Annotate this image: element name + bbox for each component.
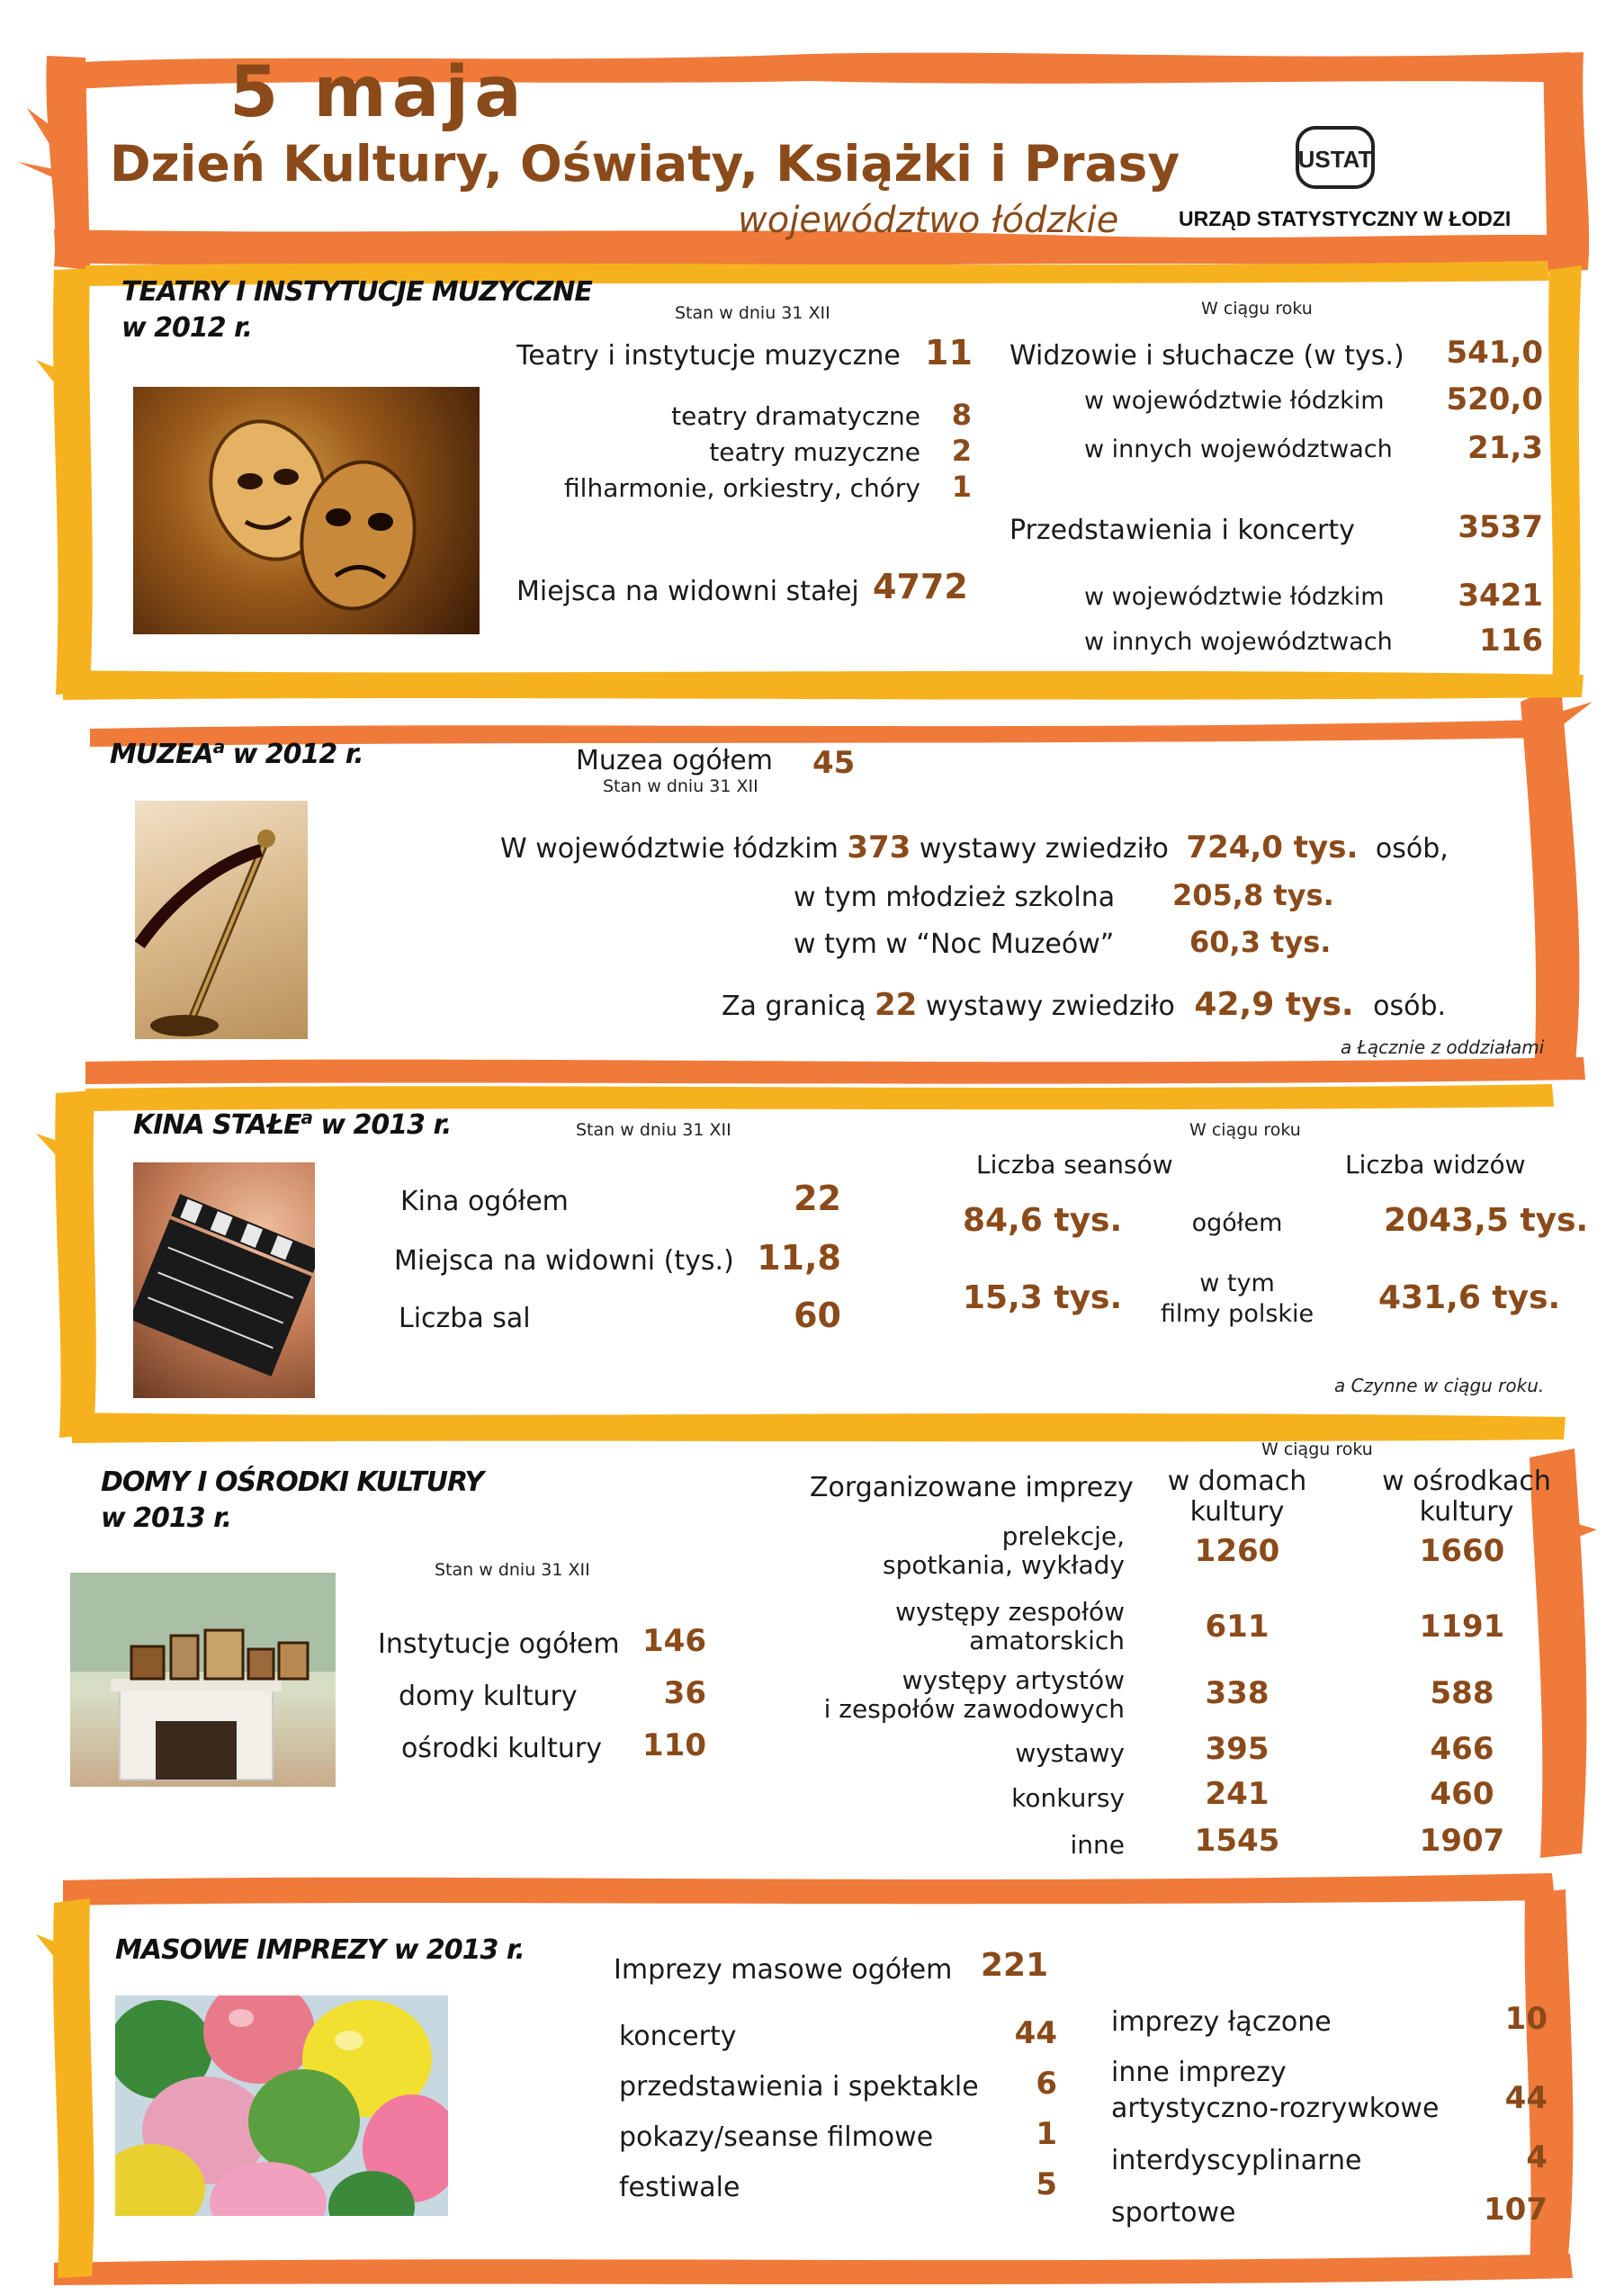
- cinemas-col-sessions: Liczba seansów: [976, 1150, 1173, 1179]
- col-osrodki-header: [1359, 1466, 1575, 1528]
- mass-left-value: 1: [1036, 2116, 1057, 2152]
- shows-in-value: 3421: [1458, 578, 1543, 614]
- mass-events-total-value: 221: [981, 1947, 1049, 1984]
- event-domy-value: 611: [1205, 1609, 1270, 1645]
- audience-out-label: w innych województwach: [1084, 435, 1393, 463]
- museums-title: [110, 729, 363, 773]
- theatres-stan-note: Stan w dniu 31 XII: [675, 303, 830, 323]
- col-osrodki-line2: kultury: [1419, 1496, 1514, 1528]
- event-label-line1: występy artystów: [902, 1665, 1125, 1695]
- event-osrodki-value: 460: [1430, 1776, 1494, 1812]
- cinemas-row-label: Liczba sal: [399, 1303, 531, 1334]
- cinemas-stan-note: Stan w dniu 31 XII: [576, 1120, 731, 1140]
- event-label-line2: spotkania, wykłady: [883, 1550, 1125, 1580]
- museums-line1-a: W województwie łódzkim: [500, 833, 839, 865]
- institutions-label: ośrodki kultury: [401, 1733, 602, 1764]
- cinemas-total-sessions: 84,6 tys.: [963, 1202, 1123, 1239]
- header-region: województwo łódzkie: [738, 200, 1119, 241]
- cinemas-total-viewers: 2043,5 tys.: [1384, 1202, 1589, 1239]
- culture-houses-wciagu-note: W ciągu roku: [1261, 1439, 1373, 1459]
- theatres-item-value: 8: [951, 398, 972, 432]
- cinemas-row-value: 11,8: [757, 1238, 841, 1278]
- museums-line1-c: osób,: [1375, 833, 1449, 865]
- theatres-title: [121, 274, 592, 346]
- office-name: URZĄD STATYSTYCZNY W ŁODZI: [1179, 207, 1512, 230]
- institutions-value: 110: [642, 1727, 706, 1763]
- mass-right-label-2-line1: inne imprezy: [1111, 2057, 1287, 2088]
- ustat-logo: [1296, 126, 1375, 189]
- mass-left-value: 44: [1014, 2015, 1057, 2051]
- audience-in-label: w województwie łódzkim: [1084, 387, 1385, 415]
- shows-label: Przedstawienia i koncerty: [1009, 515, 1355, 546]
- museums-title-year: w 2012 r.: [224, 739, 363, 770]
- theatre-masks-image: [133, 387, 480, 634]
- cinemas-row-label: Miejsca na widowni (tys.): [394, 1245, 734, 1277]
- event-label: [738, 1522, 1125, 1580]
- cinemas-polish-viewers: 431,6 tys.: [1378, 1279, 1561, 1316]
- audience-value: 541,0: [1446, 335, 1543, 371]
- museums-line3-value: 60,3 tys.: [1189, 925, 1332, 959]
- cinemas-footnote: a Czynne w ciągu roku.: [1334, 1375, 1545, 1396]
- mass-right-label-2: [1111, 2055, 1439, 2127]
- col-osrodki-line1: w ośrodkach: [1382, 1466, 1551, 1497]
- theatres-item-label: teatry muzyczne: [709, 437, 920, 467]
- event-domy-value: 338: [1205, 1675, 1270, 1711]
- mass-left-label: koncerty: [619, 2021, 737, 2052]
- museum-rope-image: [135, 801, 308, 1039]
- culture-houses-title-line1: DOMY I OŚRODKI KULTURY: [101, 1466, 484, 1498]
- mass-right-label-2-line2: artystyczno-rozrywkowe: [1111, 2093, 1440, 2124]
- cinemas-polish-sessions: 15,3 tys.: [963, 1279, 1123, 1316]
- event-osrodki-value: 588: [1430, 1675, 1494, 1711]
- theatres-item-label: filharmonie, orkiestry, chóry: [564, 473, 920, 503]
- shows-out-label: w innych województwach: [1084, 628, 1393, 656]
- culture-houses-title-line2: w 2013 r.: [101, 1502, 232, 1534]
- mass-events-total-label: Imprezy masowe ogółem: [614, 1954, 953, 1986]
- mass-left-value: 5: [1036, 2166, 1057, 2202]
- header-date: 5 maja: [229, 52, 527, 133]
- institutions-label: domy kultury: [399, 1681, 578, 1712]
- culture-room-image: [70, 1573, 336, 1787]
- mass-right-value-4: 107: [1484, 2192, 1548, 2228]
- theatres-wciagu-note: W ciągu roku: [1201, 299, 1313, 318]
- institutions-value: 36: [663, 1675, 706, 1711]
- masks-icon: [133, 387, 480, 634]
- theatres-seats-label: Miejsca na widowni stałej: [516, 576, 859, 607]
- cinemas-polish-label-1: w tym: [1199, 1269, 1275, 1297]
- cinemas-title: [133, 1099, 451, 1144]
- museums-line1: [500, 830, 1449, 865]
- ustat-logo-icon: [1296, 126, 1375, 189]
- cinemas-title-text: KINA STAŁE: [133, 1109, 301, 1141]
- mass-left-label: festiwale: [619, 2172, 740, 2203]
- balloons-icon: [115, 1996, 448, 2216]
- museums-line4-b: wystawy zwiedziło: [925, 991, 1175, 1022]
- mass-right-value-2: 44: [1504, 2080, 1548, 2116]
- event-label-line1: występy zespołów: [895, 1597, 1125, 1627]
- museums-line4-num: 22: [875, 987, 918, 1023]
- mass-left-label: przedstawienia i spektakle: [619, 2071, 979, 2103]
- col-domy-header: [1134, 1466, 1341, 1528]
- cinemas-col-viewers: Liczba widzów: [1345, 1150, 1526, 1179]
- event-domy-value: 1260: [1194, 1533, 1280, 1569]
- museums-title-text: MUZEA: [110, 739, 213, 770]
- film-clapper-image: [133, 1162, 315, 1398]
- shows-value: 3537: [1458, 509, 1543, 545]
- fireplace-frames-icon: [70, 1573, 336, 1787]
- museums-total-value: 45: [812, 745, 856, 781]
- ustat-logo-text: USTAT: [1297, 146, 1373, 173]
- audience-out-value: 21,3: [1467, 430, 1543, 466]
- shows-out-value: 116: [1479, 623, 1543, 659]
- balloons-image: [115, 1996, 448, 2216]
- cinemas-row-label: Kina ogółem: [400, 1186, 569, 1217]
- audience-in-value: 520,0: [1446, 381, 1543, 417]
- theatres-total-value: 11: [925, 333, 973, 372]
- mass-right-label-3: interdyscyplinarne: [1111, 2145, 1362, 2176]
- culture-houses-title: [101, 1465, 483, 1537]
- museums-line3-label: w tym w “Noc Muzeów”: [794, 928, 1115, 960]
- col-domy-line2: kultury: [1189, 1496, 1285, 1528]
- event-label: [738, 1598, 1125, 1655]
- theatres-title-line2: w 2012 r.: [121, 312, 253, 344]
- cinemas-polish-label-2: filmy polskie: [1160, 1300, 1314, 1328]
- cinemas-title-sup: a: [301, 1107, 312, 1128]
- event-domy-value: 241: [1205, 1776, 1270, 1812]
- theatres-item-value: 2: [951, 434, 972, 468]
- event-osrodki-value: 1191: [1419, 1609, 1505, 1645]
- museums-title-sup: a: [212, 736, 225, 758]
- clapperboard-icon: [133, 1162, 315, 1398]
- cinemas-total-label: ogółem: [1191, 1209, 1283, 1237]
- culture-houses-stan-note: Stan w dniu 31 XII: [435, 1560, 590, 1580]
- event-label-line1: prelekcje,: [1001, 1521, 1125, 1551]
- theatres-item-value: 1: [951, 470, 972, 504]
- museums-line1-b: wystawy zwiedziło: [919, 833, 1169, 865]
- shows-in-label: w województwie łódzkim: [1084, 583, 1385, 611]
- museums-line4-a: Za granicą: [722, 991, 866, 1022]
- event-domy-value: 395: [1205, 1731, 1270, 1767]
- theatres-title-line1: TEATRY I INSTYTUCJE MUZYCZNE: [121, 276, 592, 308]
- institutions-value: 146: [642, 1623, 706, 1659]
- event-domy-value: 1545: [1194, 1823, 1280, 1859]
- audience-label: Widzowie i słuchacze (w tys.): [1009, 340, 1404, 372]
- mass-left-label: pokazy/seanse filmowe: [619, 2121, 934, 2153]
- mass-left-value: 6: [1036, 2066, 1057, 2102]
- mass-right-label-1: imprezy łączone: [1111, 2006, 1332, 2038]
- event-label: wystawy: [1015, 1738, 1125, 1768]
- mass-right-value-3: 4: [1526, 2139, 1548, 2175]
- museums-line4-c: osób.: [1373, 991, 1447, 1022]
- cinemas-polish-label: [1147, 1269, 1327, 1330]
- theatres-item-label: teatry dramatyczne: [671, 401, 920, 431]
- events-header: Zorganizowane imprezy: [810, 1472, 1134, 1503]
- museums-line4: [722, 986, 1446, 1023]
- museums-line2-value: 205,8 tys.: [1172, 878, 1334, 912]
- theatres-total-label: Teatry i instytucje muzyczne: [516, 340, 901, 372]
- event-label: inne: [1070, 1830, 1125, 1860]
- col-domy-line1: w domach: [1167, 1466, 1307, 1497]
- cinemas-title-year: w 2013 r.: [311, 1109, 452, 1141]
- museums-line2-label: w tym młodzież szkolna: [794, 882, 1116, 913]
- mass-right-value-1: 10: [1504, 2001, 1548, 2037]
- institutions-label: Instytucje ogółem: [378, 1628, 620, 1660]
- mass-right-label-4: sportowe: [1111, 2197, 1236, 2229]
- event-osrodki-value: 1660: [1419, 1533, 1505, 1569]
- cinemas-row-value: 60: [794, 1296, 841, 1335]
- event-osrodki-value: 466: [1430, 1731, 1494, 1767]
- event-label: konkursy: [1011, 1783, 1125, 1813]
- event-osrodki-value: 1907: [1419, 1823, 1505, 1859]
- museums-footnote: a Łącznie z oddziałami: [1341, 1036, 1545, 1058]
- museums-stan-note: Stan w dniu 31 XII: [603, 776, 758, 796]
- event-label-line2: amatorskich: [969, 1626, 1125, 1655]
- museums-line1-num: 373: [847, 830, 911, 865]
- cinemas-row-value: 22: [794, 1179, 841, 1218]
- museums-total-label: Muzea ogółem: [576, 745, 773, 776]
- museums-line1-val: 724,0 tys.: [1186, 830, 1359, 865]
- header-title: Dzień Kultury, Oświaty, Książki i Prasy: [110, 135, 1180, 193]
- theatres-seats-value: 4772: [873, 567, 968, 606]
- museums-line4-val: 42,9 tys.: [1194, 986, 1354, 1023]
- cinemas-wciagu-note: W ciągu roku: [1189, 1120, 1301, 1140]
- event-label: [738, 1666, 1125, 1724]
- event-label-line2: i zespołów zawodowych: [823, 1694, 1125, 1724]
- rope-barrier-icon: [135, 801, 308, 1039]
- mass-events-title: MASOWE IMPREZY w 2013 r.: [115, 1934, 525, 1966]
